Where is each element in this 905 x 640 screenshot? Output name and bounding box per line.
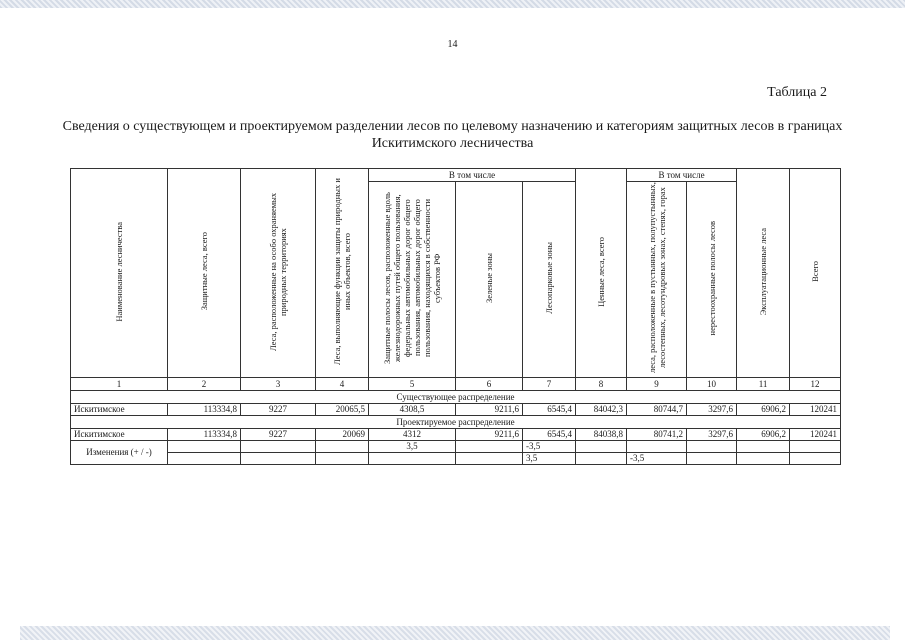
scan-edge-top (0, 0, 905, 8)
column-number: 3 (241, 378, 316, 391)
table-row-projected (71, 429, 841, 441)
header-desert-steppe-forests: леса, расположенные в пустынных, полупустынных, лесостепных, лесотундровых зонах, степях, горах (627, 182, 687, 378)
table-cell: 20069 (316, 429, 369, 441)
table-cell: 113334,8 (168, 429, 241, 441)
table-cell (168, 453, 241, 465)
table-cell: 3297,6 (687, 404, 737, 416)
table-cell (241, 441, 316, 453)
table-cell: 84038,8 (576, 429, 627, 441)
header-protection-functions: Леса, выполняющие функции защиты природных и иных объектов, всего (316, 169, 369, 378)
table-cell (790, 441, 841, 453)
table-cell (737, 441, 790, 453)
table-cell: 6906,2 (737, 429, 790, 441)
header-protective-strips: Защитные полосы лесов, расположенные вдоль железнодорожных путей общего пользования, федеральных автомобильных дорог общего пользования, автомобильных дорог общего пользования, находящихся в собственности субъектов РФ (369, 182, 456, 378)
table-cell: 9211,6 (456, 429, 523, 441)
header-spawning-strips: нерестоохранные полосы лесов (687, 182, 737, 378)
table-cell (790, 453, 841, 465)
table-cell (456, 441, 523, 453)
table-cell (687, 441, 737, 453)
table-cell: Искитимское (71, 404, 168, 416)
header-production-forests: Эксплуатационные леса (737, 169, 790, 378)
column-number: 2 (168, 378, 241, 391)
column-number: 8 (576, 378, 627, 391)
column-number: 4 (316, 378, 369, 391)
section-row-existing (71, 391, 841, 404)
column-number: 12 (790, 378, 841, 391)
table-cell: 80741,2 (627, 429, 687, 441)
table-cell (576, 453, 627, 465)
table-cell (316, 453, 369, 465)
header-forestry-name: Наименование лесничества (71, 169, 168, 378)
header-row-top (71, 169, 841, 182)
forest-distribution-table (70, 168, 841, 465)
table-cell: 4312 (369, 429, 456, 441)
column-number: 6 (456, 378, 523, 391)
table-cell (627, 441, 687, 453)
table-cell: 3297,6 (687, 429, 737, 441)
page-number: 14 (447, 39, 458, 50)
column-number: 10 (687, 378, 737, 391)
column-number: 9 (627, 378, 687, 391)
table-cell: 9211,6 (456, 404, 523, 416)
column-number: 7 (523, 378, 576, 391)
table-cell: 9227 (241, 404, 316, 416)
table-cell (241, 453, 316, 465)
column-number: 1 (71, 378, 168, 391)
table-row-changes-1 (71, 441, 841, 453)
table-cell: 4308,5 (369, 404, 456, 416)
table-cell: 3,5 (369, 441, 456, 453)
header-group-including-2: В том числе (627, 169, 737, 182)
header-valuable-total: Ценные леса, всего (576, 169, 627, 378)
table-label: Таблица 2 (767, 85, 827, 100)
header-protective-total: Защитные леса, всего (168, 169, 241, 378)
table-cell: 6545,4 (523, 429, 576, 441)
table-cell: 84042,3 (576, 404, 627, 416)
table-cell: -3,5 (523, 441, 576, 453)
scan-edge-bottom (20, 626, 890, 640)
header-protected-areas: Леса, расположенные на особо охраняемых природных территориях (241, 169, 316, 378)
table-cell (168, 441, 241, 453)
section-title-existing: Существующее распределение (71, 391, 841, 404)
table-cell (456, 453, 523, 465)
changes-label: Изменения (+ / -) (71, 441, 168, 465)
table-row-existing (71, 404, 841, 416)
header-green-zones: Зеленые зоны (456, 182, 523, 378)
table-cell (737, 453, 790, 465)
table-cell: 120241 (790, 404, 841, 416)
header-group-including-1: В том числе (369, 169, 576, 182)
table-cell: 6545,4 (523, 404, 576, 416)
table-cell: 120241 (790, 429, 841, 441)
table-cell: -3,5 (627, 453, 687, 465)
table-cell (369, 453, 456, 465)
column-number: 11 (737, 378, 790, 391)
table-cell (316, 441, 369, 453)
header-grand-total: Всего (790, 169, 841, 378)
column-number: 5 (369, 378, 456, 391)
table-cell: 80744,7 (627, 404, 687, 416)
section-row-projected (71, 416, 841, 429)
table-cell: 3,5 (523, 453, 576, 465)
table-cell: Искитимское (71, 429, 168, 441)
table-cell: 20065,5 (316, 404, 369, 416)
table-cell (687, 453, 737, 465)
table-cell: 6906,2 (737, 404, 790, 416)
table-cell (576, 441, 627, 453)
table-cell: 113334,8 (168, 404, 241, 416)
table-row-changes-2 (71, 453, 841, 465)
section-title-projected: Проектируемое распределение (71, 416, 841, 429)
table-cell: 9227 (241, 429, 316, 441)
header-forest-park-zones: Лесопарковые зоны (523, 182, 576, 378)
column-number-row (71, 378, 841, 391)
document-title: Сведения о существующем и проектируемом разделении лесов по целевому назначению и категориям защитных лесов в границах Искитимского лесничества (62, 119, 843, 151)
